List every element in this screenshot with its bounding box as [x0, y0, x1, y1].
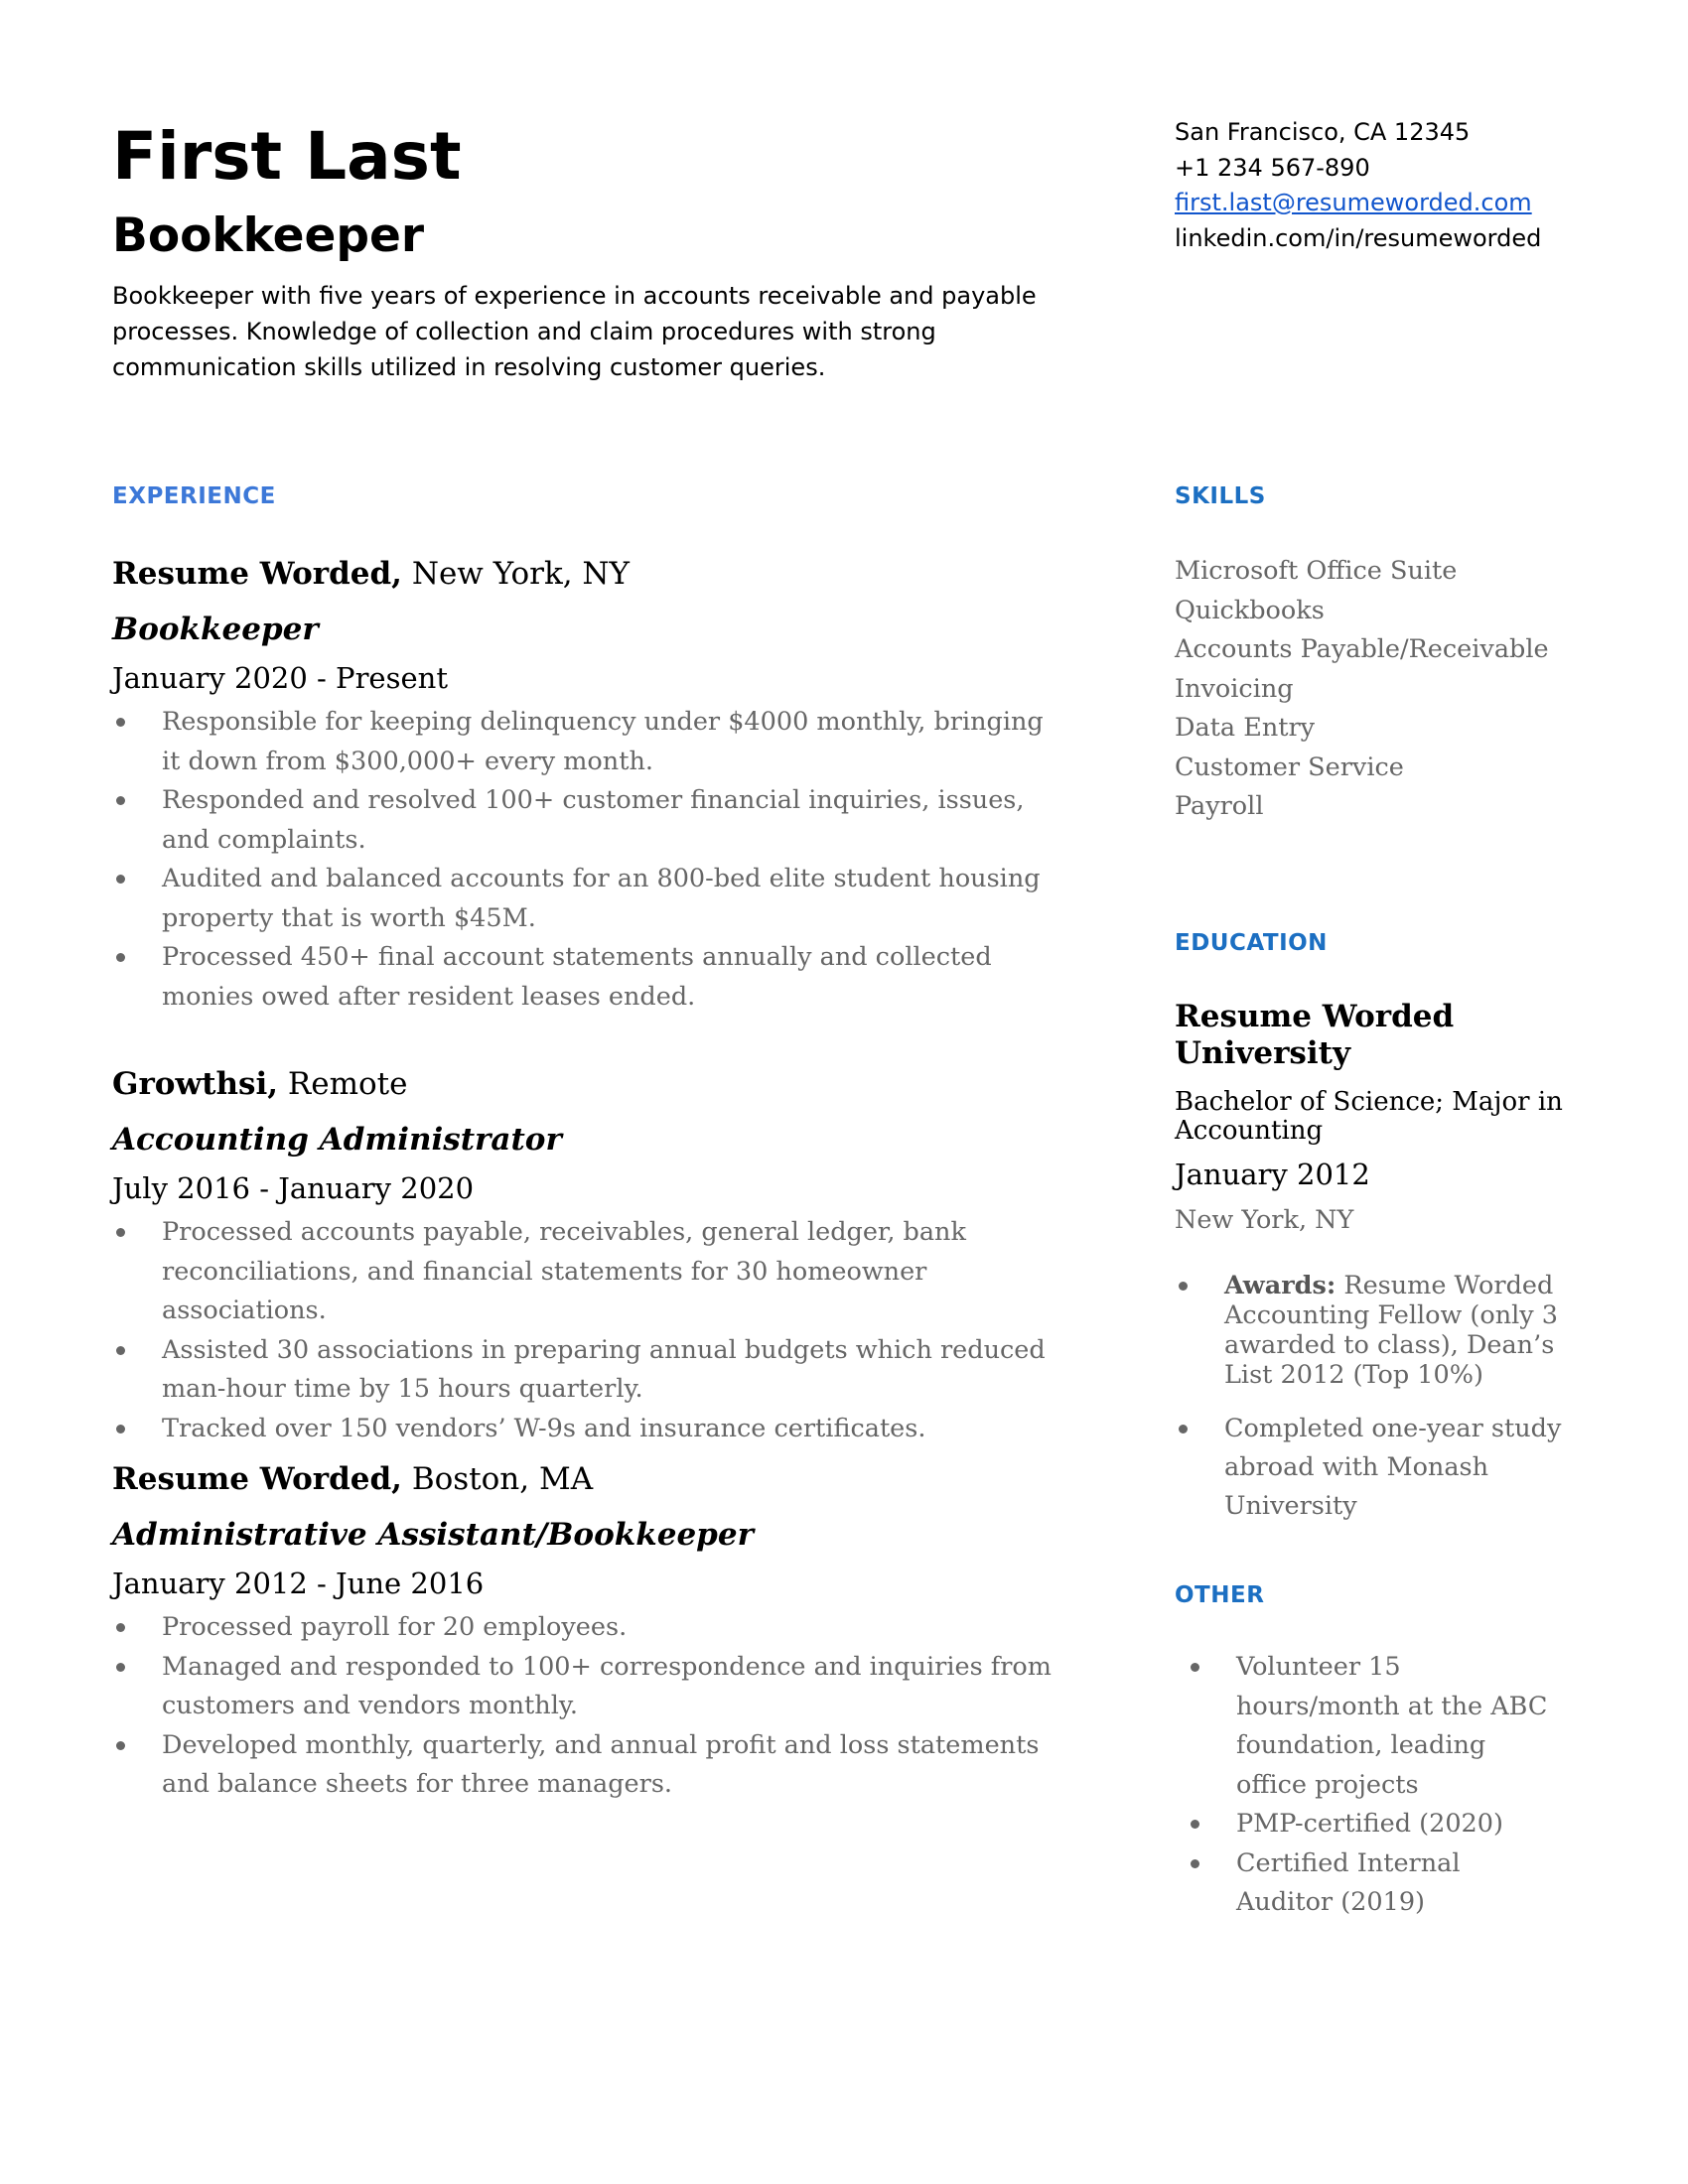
job-dates: January 2020 - Present: [112, 661, 448, 695]
job-role: Administrative Assistant/Bookkeeper: [112, 1517, 754, 1553]
contact-email-link[interactable]: first.last@resumeworded.com: [1175, 189, 1532, 216]
candidate-title: Bookkeeper: [112, 208, 425, 263]
list-item: Completed one-year study abroad with Monash University: [1175, 1410, 1572, 1526]
list-item: Processed 450+ final account statements annually and collected monies owed after resident leases ended.: [112, 938, 1065, 1017]
other-block: [1187, 1648, 1564, 1923]
education-block: [1175, 999, 1572, 1526]
skills-heading: SKILLS: [1175, 483, 1266, 509]
list-item: Responded and resolved 100+ customer financial inquiries, issues, and complaints.: [112, 781, 1065, 860]
education-heading: EDUCATION: [1175, 930, 1328, 956]
school-location: New York, NY: [1175, 1205, 1354, 1235]
list-item: Assisted 30 associations in preparing annual budgets which reduced man-hour time by 15 hours quarterly.: [112, 1331, 1065, 1410]
job-bullets: [112, 1213, 1065, 1448]
education-bullets: [1175, 1271, 1572, 1526]
company-location: Boston, MA: [411, 1461, 594, 1497]
skill-item: Accounts Payable/Receivable: [1175, 634, 1549, 664]
other-bullets: [1187, 1648, 1564, 1923]
skill-item: Data Entry: [1175, 713, 1316, 743]
list-item: [1175, 1271, 1572, 1390]
contact-location: San Francisco, CA 12345: [1175, 118, 1471, 146]
list-item: Certified Internal Auditor (2019): [1187, 1844, 1564, 1923]
job-role: Bookkeeper: [112, 612, 319, 647]
list-item: Developed monthly, quarterly, and annual profit and loss statements and balance sheets for three managers.: [112, 1726, 1065, 1805]
skills-list: [1175, 552, 1592, 827]
awards-text: Resume Worded Accounting Fellow (only 3 awarded to class), Dean’s List 2012 (Top 10%): [1224, 1271, 1559, 1390]
list-item: Audited and balanced accounts for an 800-bed elite student housing property that is worth $45M.: [112, 860, 1065, 938]
list-item: PMP-certified (2020): [1187, 1805, 1564, 1844]
company-name: Growthsi,: [112, 1066, 279, 1102]
summary: Bookkeeper with five years of experience in accounts receivable and payable processes. Knowledge of collection and claim procedures with strong communication skills utilized in resolving customer queries.: [112, 282, 1037, 381]
experience-heading: EXPERIENCE: [112, 483, 276, 509]
list-item: Tracked over 150 vendors’ W-9s and insurance certificates.: [112, 1410, 1065, 1449]
candidate-name: First Last: [112, 118, 462, 195]
graduation-date: January 2012: [1175, 1158, 1370, 1191]
awards-label: Awards:: [1224, 1271, 1336, 1300]
degree: Bachelor of Science; Major in Accounting: [1175, 1087, 1563, 1146]
list-item: Volunteer 15 hours/month at the ABC foundation, leading office projects: [1187, 1648, 1564, 1805]
company-line: [112, 1459, 1065, 1499]
skill-item: Customer Service: [1175, 751, 1404, 782]
list-item: Processed accounts payable, receivables, general ledger, bank reconciliations, and financial statements for 30 homeowner associations.: [112, 1213, 1065, 1331]
other-heading: OTHER: [1175, 1582, 1265, 1608]
company-line: [112, 1064, 1065, 1104]
list-item: Processed payroll for 20 employees.: [112, 1608, 1065, 1648]
job-dates: January 2012 - June 2016: [112, 1567, 485, 1600]
job-entry: [112, 1064, 1065, 1448]
job-bullets: [112, 1608, 1065, 1805]
company-name: Resume Worded,: [112, 556, 402, 592]
list-item: Responsible for keeping delinquency under $4000 monthly, bringing it down from $300,000+ every month.: [112, 703, 1065, 781]
school-name: Resume Worded University: [1175, 999, 1455, 1071]
skill-item: Invoicing: [1175, 673, 1294, 704]
company-line: [112, 554, 1065, 594]
skill-item: Quickbooks: [1175, 595, 1325, 625]
contact-block: [1175, 115, 1592, 256]
company-location: Remote: [287, 1066, 408, 1102]
job-entry: [112, 1459, 1065, 1805]
skill-item: Microsoft Office Suite: [1175, 556, 1458, 586]
skill-item: Payroll: [1175, 791, 1264, 821]
job-entry: [112, 554, 1065, 1017]
company-name: Resume Worded,: [112, 1461, 402, 1497]
job-dates: July 2016 - January 2020: [112, 1171, 475, 1205]
contact-phone: +1 234 567-890: [1175, 153, 1370, 182]
company-location: New York, NY: [411, 556, 631, 592]
contact-linkedin: linkedin.com/in/resumeworded: [1175, 223, 1542, 252]
job-role: Accounting Administrator: [112, 1122, 562, 1158]
list-item: Managed and responded to 100+ correspondence and inquiries from customers and vendors monthly.: [112, 1648, 1065, 1726]
job-bullets: [112, 703, 1065, 1017]
